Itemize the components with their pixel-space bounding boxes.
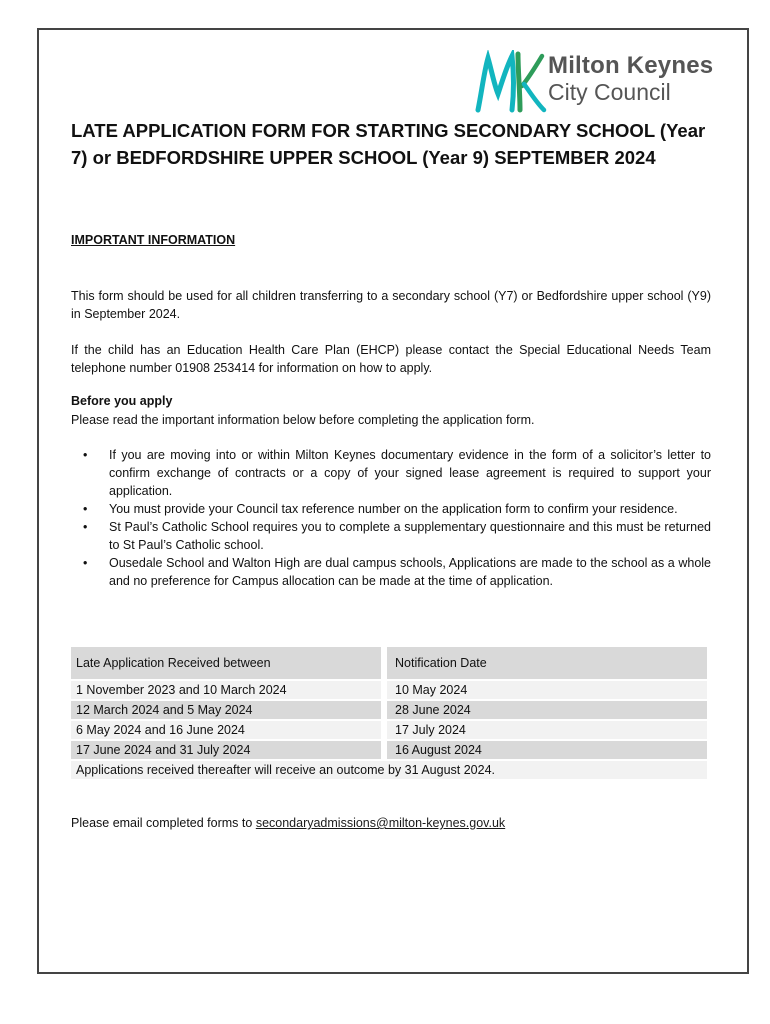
column-header-notification: Notification Date xyxy=(381,647,707,679)
list-item-text: Ousedale School and Walton High are dual campus schools, Applications are made to the school as a whole and no preference for Campus allocation can be made at the time of application. xyxy=(109,556,711,588)
column-header-received: Late Application Received between xyxy=(71,647,381,679)
received-period-cell: 1 November 2023 and 10 March 2024 xyxy=(71,681,381,699)
late-outcome-note: Applications received thereafter will receive an outcome by 31 August 2024. xyxy=(71,761,707,779)
table-header-row xyxy=(71,647,707,679)
important-information-heading: IMPORTANT INFORMATION xyxy=(71,233,236,247)
notification-date-cell: 28 June 2024 xyxy=(381,701,707,719)
logo-wordmark-line1: Milton Keynes xyxy=(548,52,714,79)
table-row xyxy=(71,721,707,739)
notification-date-cell: 10 May 2024 xyxy=(381,681,707,699)
received-period-cell: 12 March 2024 and 5 May 2024 xyxy=(71,701,381,719)
list-item xyxy=(71,446,711,500)
email-instruction xyxy=(71,816,505,830)
received-period-cell: 6 May 2024 and 16 June 2024 xyxy=(71,721,381,739)
usage-paragraph: This form should be used for all children transferring to a secondary school (Y7) or Bedfordshire upper school (Y9) in September 2024. xyxy=(71,289,711,321)
list-item-text: St Paul’s Catholic School requires you to complete a supplementary questionnaire and this must be returned to St Paul’s Catholic school. xyxy=(109,520,711,552)
dates-table xyxy=(71,645,707,781)
notification-date-cell: 16 August 2024 xyxy=(381,741,707,759)
table-row xyxy=(71,681,707,699)
before-you-apply-intro: Please read the important information below before completing the application form. xyxy=(71,413,535,427)
logo-wordmark-line2: City Council xyxy=(548,79,671,105)
list-item xyxy=(71,554,711,590)
email-instruction-text: Please email completed forms to xyxy=(71,816,256,830)
notification-date-cell: 17 July 2024 xyxy=(381,721,707,739)
table-note-row xyxy=(71,761,707,779)
bullet-icon: • xyxy=(83,520,88,534)
bullet-icon: • xyxy=(83,502,88,516)
before-you-apply-heading: Before you apply xyxy=(71,394,173,408)
list-item xyxy=(71,518,711,554)
form-title: LATE APPLICATION FORM FOR STARTING SECONDARY SCHOOL (Year 7) or BEDFORDSHIRE UPPER SCHOOL (Year 9) SEPTEMBER 2024 xyxy=(71,120,706,168)
table-row xyxy=(71,741,707,759)
list-item-text: If you are moving into or within Milton Keynes documentary evidence in the form of a solicitor’s letter to confirm exchange of contracts or a copy of your signed lease agreement is required to support your application. xyxy=(109,448,711,498)
bullet-icon: • xyxy=(83,556,88,570)
requirements-list xyxy=(71,446,711,590)
list-item-text: You must provide your Council tax reference number on the application form to confirm your residence. xyxy=(109,502,678,516)
bullet-icon: • xyxy=(83,448,88,462)
list-item xyxy=(71,500,711,518)
table-row xyxy=(71,701,707,719)
ehcp-paragraph: If the child has an Education Health Care Plan (EHCP) please contact the Special Educational Needs Team telephone number 01908 253414 for information on how to apply. xyxy=(71,343,711,375)
received-period-cell: 17 June 2024 and 31 July 2024 xyxy=(71,741,381,759)
admissions-email-link[interactable]: secondaryadmissions@milton-keynes.gov.uk xyxy=(255,816,506,830)
